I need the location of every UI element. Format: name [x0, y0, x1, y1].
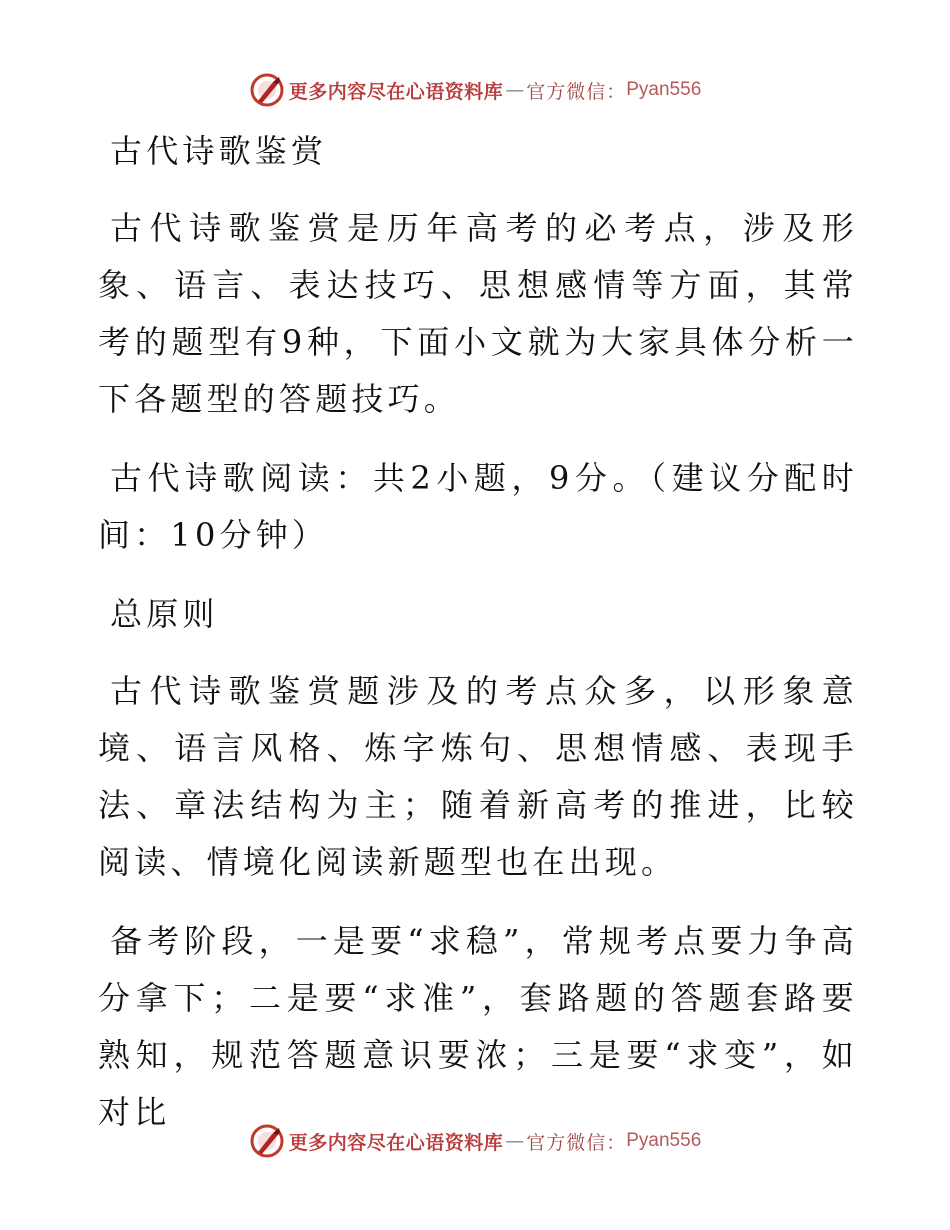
watermark-separator: —: [505, 1130, 525, 1152]
watermark-wechat-label: 官方微信：: [526, 80, 627, 103]
pen-logo-icon: [249, 1123, 285, 1159]
watermark-footer: [0, 1123, 950, 1159]
document-title: 古代诗歌鉴赏: [110, 132, 328, 170]
preparation-paragraph: 备考阶段，一是要“求稳”，常规考点要力争高分拿下；二是要“求准”，套路题的答题套路要熟知，规范答题意识要浓；三是要“求变”，如对比: [98, 922, 858, 1131]
watermark-main-text: 更多内容尽在心语资料库: [288, 80, 504, 103]
watermark-separator: —: [505, 79, 525, 101]
watermark-main-text: 更多内容尽在心语资料库: [288, 1131, 504, 1154]
watermark-wechat-handle: Pyan556: [626, 79, 702, 100]
section-heading: 总原则: [110, 595, 219, 633]
intro-paragraph: 古代诗歌鉴赏是历年高考的必考点，涉及形象、语言、表达技巧、思想感情等方面，其常考的题型有9种，下面小文就为大家具体分析一下各题型的答题技巧。: [98, 209, 858, 418]
principle-paragraph: 古代诗歌鉴赏题涉及的考点众多，以形象意境、语言风格、炼字炼句、思想情感、表现手法、章法结构为主；随着新高考的推进，比较阅读、情境化阅读新题型也在出现。: [98, 672, 858, 881]
watermark-wechat-label: 官方微信：: [526, 1131, 627, 1154]
watermark-header: [0, 72, 950, 108]
watermark-wechat-handle: Pyan556: [626, 1130, 702, 1151]
document-body: [98, 123, 858, 1163]
exam-info-paragraph: 古代诗歌阅读：共2小题，9分。（建议分配时间：10分钟）: [98, 459, 858, 554]
pen-logo-icon: [249, 72, 285, 108]
